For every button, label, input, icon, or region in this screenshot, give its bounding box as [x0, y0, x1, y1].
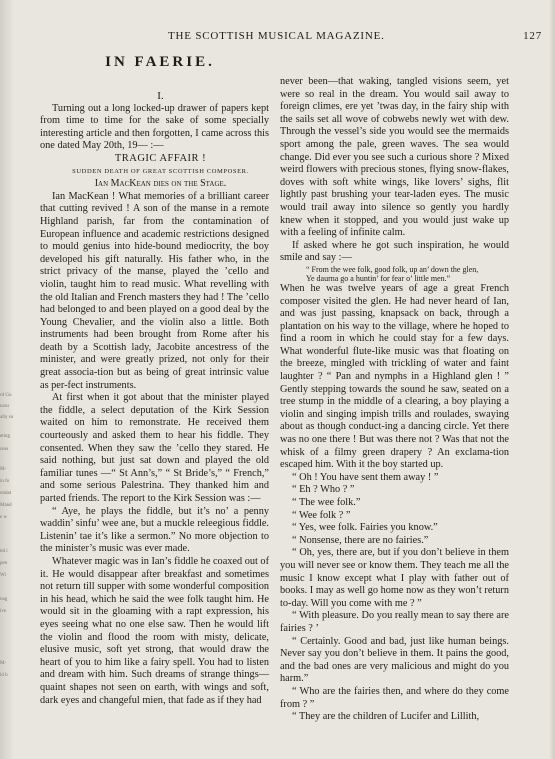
paragraph: If asked where he got such inspiration, he would smile and say :— — [280, 239, 509, 264]
right-column — [280, 76, 509, 724]
page-edge — [549, 0, 555, 759]
paragraph: Ian MacKean ! What memories of a brilliant career that cutting revived ! A son of the manse in a remote Highland parish, far from the contamination of European influence and academic restrictions designed to mould genius into hide-bound mediocrity, the boy developed his gift naturally. His father who, in the strict privacy of the manse, played the ’cello and violin, taught him to read music. What revelling with the old Italian and French masters they had ! The ’cello had belonged to and been played on a good deal by the Young Chevalier, and the violin also a little. Both instruments had been brought from Rome after his death by a Scottish lady, Jacobite ancestress of the minister, and were greatly prized, not only for their great associa-tion but as being of great intrinsic value as per-fect instruments. — [40, 190, 269, 391]
gutter-fragment: eting — [0, 434, 10, 439]
paragraph: Turning out a long locked-up drawer of papers kept from time to time for the sake of some specially interesting article and then forgotten, I came across this one dated May 20th, 19— :— — [40, 102, 269, 152]
magazine-title: THE SCOTTISH MUSICAL MAGAZINE. — [168, 30, 385, 42]
dialogue-line: “ Nonsense, there are no fairies.” — [292, 534, 429, 546]
left-column — [40, 90, 269, 707]
binding-gutter — [0, 0, 14, 759]
paragraph: never been—that waking, tangled visions seem, yet were so real in the dream. You would sail away to foreign climes, ere yet ’twas day, in the fairy ship with the sails set all wove of cobwebs newly wet with dew. Through the vessel’s side you would see the mermaids sport among the pale, green waves. The sea would change. Did ever you see such a curious shore ? Mixed weird flowers with precious stones, flying snow-flakes, doves with soft white wings, like lovers’ sighs, flit lightly past brushing your tear-laden eyes. The music would trail away into silence so gently you hardly knew when it stopped, and you would just wake up with a feeling of infinite calm. — [280, 76, 509, 239]
dialogue-line: “ Oh ! You have sent them away ! ” — [292, 471, 439, 483]
dialogue-line: “ They are the children of Lucifer and Lillith, — [292, 711, 480, 723]
dialogue-line: “ Wee folk ? ” — [292, 509, 351, 521]
gutter-fragment: ussu — [0, 404, 9, 409]
gutter-fragment: in fo — [0, 479, 10, 484]
paragraph: “ Aye, he plays the fiddle, but it’s no’ a penny waddin’ sinfu’ wee ane, but a muckle releegious fiddle. Listenin’ tae it’s like a sermon.” No more objection to the minister’s music was ever made. — [40, 505, 269, 555]
article-title: IN FAERIE. — [105, 54, 215, 70]
dialogue-line: “ With pleasure. Do you really mean to say there are fairies ? ’ — [280, 610, 509, 634]
verse-line: Ye daurna go a huntin’ for fear o’ little men.” — [306, 273, 451, 283]
gutter-fragment: nd i — [0, 549, 8, 554]
paragraph: When he was twelve years of age a great French composer visited the glen. He had never heard of Ian, and was just passing, knapsack on back, through a plantation on his way to the village, where he hoped to find a room in which he could stay for a few days. What wonderful flute-like music was that floating on the breeze, mingled with trickling of water and faint laughter ? “ Pan and nymphs in a Highland glen ! ” Gently stepping towards the sound he saw, seated on a tree stump in the middle of a clearing, a boy playing a violin and singing impish trills and roulades, swaying about as though conduct-ing a dancing circle. Yet there was no one there ! But was there not ? Was that not the whisk of a filmy green drapery ? An exclama-tion escaped him. With it the boy started up. — [280, 282, 509, 471]
dialogue-line: “ Oh, yes, there are, but if you don’t believe in them you will never see or know them. They teach me all the music I know except what I play with father out of books. I may as well go home now as they won’t return to-day. Will you come with me ? ” — [280, 547, 509, 609]
running-header — [40, 30, 542, 46]
gutter-fragment: rd Gu — [0, 393, 12, 398]
dialogue-line: “ Yes, wee folk. Fairies you know.” — [292, 522, 438, 534]
paragraph: At first when it got about that the minister played the fiddle, a select deputation of the Kirk Session waited on him to remonstrate. He received them courteously and asked them to hear his fiddle. They consented. When they saw the ’cello they stared. He said nothing, but just sat down and played the old familiar tunes —“ St Ann’s,” “ St Bride’s,” “ French,” and some serious Palestrina. They thanked him and parted friends. The report to the Kirk Session was :— — [40, 392, 269, 504]
clipping-headline: TRAGIC AFFAIR ! — [114, 152, 207, 164]
paragraph: Whatever magic was in Ian’s fiddle he coaxed out of it. He would disappear after breakfast and sometimes not return till supper with some wonderful composition in his head, which he said the wee folk taught him. He would sit in the gloaming with a rapt expression, his eyes seeing what no one else saw. Then he would lift the violin and flood the room with misty, delicate, elusive music, soft yet strong, that would draw the heart of you to him like a fairy spell. You had to listen and dream with him. Such dreams of strange things—quaint shapes not seen on earth, with wings and soft, dark eyes and changeful mien, that fade as if they had — [40, 555, 270, 706]
gutter-fragment: ld b — [0, 673, 8, 678]
page-number: 127 — [523, 30, 542, 42]
dialogue-line: “ Who are the fairies then, and where do they come from ? ” — [280, 685, 509, 710]
gutter-fragment: Mand — [0, 503, 12, 508]
magazine-page — [40, 30, 542, 750]
verse-line: “ From the wee folk, good folk, up an’ down the glen, — [306, 264, 479, 274]
gutter-fragment: e w — [0, 515, 8, 520]
gutter-fragment: M- — [0, 467, 7, 472]
gutter-fragment: ondat — [0, 491, 12, 496]
clipping-subheadline: SUDDEN DEATH OF GREAT SCOTTISH COMPOSER. — [72, 167, 249, 175]
dialogue-line: “ Eh ? Who ? ” — [292, 484, 355, 496]
gutter-fragment: M- — [0, 661, 7, 666]
gutter-fragment: nag — [0, 597, 8, 602]
clipping-deck: Ian MacKean dies on the Stage. — [94, 178, 227, 190]
section-number: I. — [157, 90, 164, 102]
gutter-fragment: pen — [0, 561, 8, 566]
gutter-fragment: ally su — [0, 415, 14, 420]
gutter-fragment: cess — [0, 447, 9, 452]
dialogue-line: “ The wee folk.” — [292, 497, 361, 508]
dialogue-line: “ Certainly. Good and bad, just like human beings. Never say you don’t believe in them. It pains the good, and the bad ones are very malicious and might do you harm.” — [280, 635, 509, 685]
gutter-fragment: Wi — [0, 573, 6, 578]
gutter-fragment: ive — [0, 609, 7, 614]
